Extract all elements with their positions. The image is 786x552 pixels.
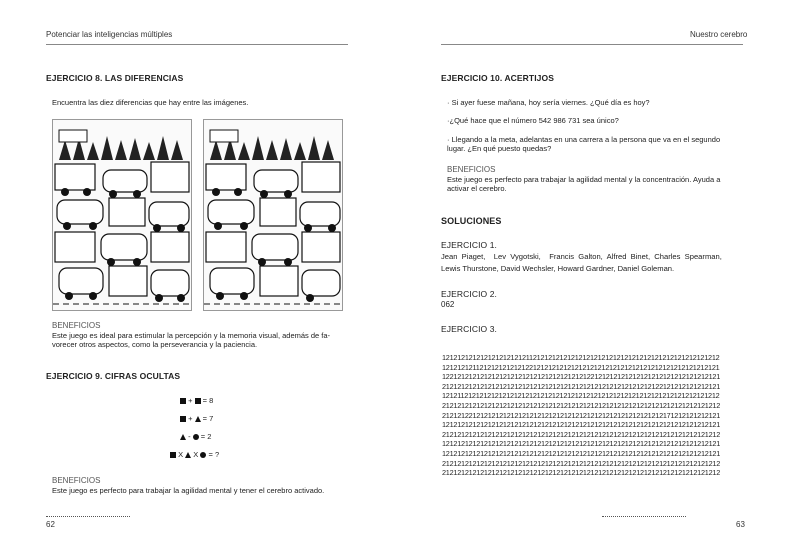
traffic-illustration-right bbox=[203, 119, 343, 311]
equation-result: = 2 bbox=[200, 432, 212, 441]
grid-row: 2121212121212121212121212121212121212121212121212121212122121212121212121 bbox=[442, 381, 720, 391]
circle-icon bbox=[200, 452, 206, 458]
equation-result: = ? bbox=[208, 450, 220, 459]
ex8-instruction: Encuentra las diez diferencias que hay entre las imágenes. bbox=[52, 98, 249, 107]
ex10-benefits-label: BENEFICIOS bbox=[447, 165, 496, 174]
grid-row: 2121212121212121212121212121212121212121212121212121212121212121212121212 bbox=[442, 468, 720, 478]
sol-ex3-title: EJERCICIO 3. bbox=[441, 324, 497, 334]
header-rule bbox=[46, 44, 348, 45]
ex9-benefits-text: Este juego es perfecto para trabajar la agilidad mental y tener el cerebro activado. bbox=[52, 486, 325, 495]
sol-ex2-answer: 062 bbox=[441, 300, 455, 309]
traffic-drawing-left bbox=[53, 120, 191, 310]
page-number-right: 63 bbox=[736, 520, 745, 529]
footer-rule bbox=[602, 516, 686, 517]
triangle-icon bbox=[195, 416, 201, 422]
equation-1 bbox=[180, 396, 213, 405]
grid-row: 2121212121212121212121212121212121212121212121212121212121212121212121212 bbox=[442, 400, 720, 410]
square-icon bbox=[180, 416, 186, 422]
number-grid bbox=[442, 353, 742, 478]
ex8-title: EJERCICIO 8. LAS DIFERENCIAS bbox=[46, 73, 184, 83]
footer-rule bbox=[46, 516, 130, 517]
grid-row: 2121212212121212121212121212121212121212121212121212121212171212121212121 bbox=[442, 410, 720, 420]
ex10-title: EJERCICIO 10. ACERTIJOS bbox=[441, 73, 554, 83]
equation-4 bbox=[170, 450, 219, 459]
grid-row: 1212121212121212121212121212121212121212121212121212121212121212121212121 bbox=[442, 420, 720, 430]
grid-row: 1212112121212121212121212121212121212121212121212121212121212121212121212 bbox=[442, 391, 720, 401]
ex8-benefits-label: BENEFICIOS bbox=[52, 321, 101, 330]
header-rule bbox=[441, 44, 743, 45]
ex10-benefits-line-2: activar el cerebro. bbox=[447, 184, 507, 193]
equation-3 bbox=[180, 432, 211, 441]
riddle-3-line-2: lugar. ¿En qué puesto quedas? bbox=[447, 144, 552, 153]
grid-row: 1212121212121212121212121212121212121212121212121212121212121212121212121 bbox=[442, 439, 720, 449]
operator: X bbox=[193, 450, 199, 459]
grid-row: 2121212121212121212121212121212121212121212121212121212121212121212121212 bbox=[442, 429, 720, 439]
ex9-title: EJERCICIO 9. CIFRAS OCULTAS bbox=[46, 371, 181, 381]
running-header-right: Nuestro cerebro bbox=[690, 30, 748, 39]
sol-ex1-line-2: Lewis Thurstone, David Wechsler, Howard Gardner, Daniel Goleman. bbox=[441, 264, 675, 273]
triangle-icon bbox=[185, 452, 191, 458]
solutions-title: SOLUCIONES bbox=[441, 216, 502, 226]
traffic-drawing-right bbox=[204, 120, 342, 310]
square-icon bbox=[180, 398, 186, 404]
running-header-left: Potenciar las inteligencias múltiples bbox=[46, 30, 173, 39]
grid-row: 1221212121212121212121212121212121212122121212121212121212121212121212121 bbox=[442, 372, 720, 382]
equation-result: = 8 bbox=[202, 396, 214, 405]
grid-row: 1212121212121212121212112121212121212121212121212121212121212121212121212 bbox=[442, 353, 720, 362]
square-icon bbox=[170, 452, 176, 458]
ex9-benefits-label: BENEFICIOS bbox=[52, 476, 101, 485]
grid-row: 2121212121212121212121212121212121212121212121212121212121212121212121212 bbox=[442, 458, 720, 468]
ex8-benefits-line-1: Este juego es ideal para estimular la percepción y la memoria visual, además de fa- bbox=[52, 331, 331, 340]
riddle-3-line-1: · Llegando a la meta, adelantas en una carrera a la persona que va en el segundo bbox=[447, 135, 721, 144]
triangle-icon bbox=[180, 434, 186, 440]
operator: + bbox=[188, 414, 193, 423]
page-number-left: 62 bbox=[46, 520, 55, 529]
riddle-1: · Si ayer fuese mañana, hoy sería viernes. ¿Qué día es hoy? bbox=[447, 98, 650, 107]
sol-ex1-title: EJERCICIO 1. bbox=[441, 240, 497, 250]
sol-ex2-title: EJERCICIO 2. bbox=[441, 289, 497, 299]
grid-row: 1212121212121212121212121212121212121212121212121212121212121212121212121 bbox=[442, 448, 720, 458]
equation-2 bbox=[180, 414, 213, 423]
sol-ex1-line-1: Jean Piaget, Lev Vygotski, Francis Galton, Alfred Binet, Charles Spearman, bbox=[441, 252, 722, 261]
ex8-benefits-line-2: vorecer otros aspectos, como la perseverancia y la paciencia. bbox=[52, 340, 258, 349]
grid-row: 1212121211212121212121221212121212121212121212121212121212121212121212121 bbox=[442, 362, 720, 372]
equation-result: = 7 bbox=[202, 414, 214, 423]
riddle-2: ·¿Qué hace que el número 542 986 731 sea único? bbox=[447, 116, 619, 125]
operator: - bbox=[188, 432, 191, 441]
traffic-illustration-left bbox=[52, 119, 192, 311]
square-icon bbox=[195, 398, 201, 404]
operator: + bbox=[188, 396, 193, 405]
operator: X bbox=[178, 450, 184, 459]
circle-icon bbox=[193, 434, 199, 440]
ex10-benefits-line-1: Este juego es perfecto para trabajar la agilidad mental y la concentración. Ayuda a bbox=[447, 175, 721, 184]
